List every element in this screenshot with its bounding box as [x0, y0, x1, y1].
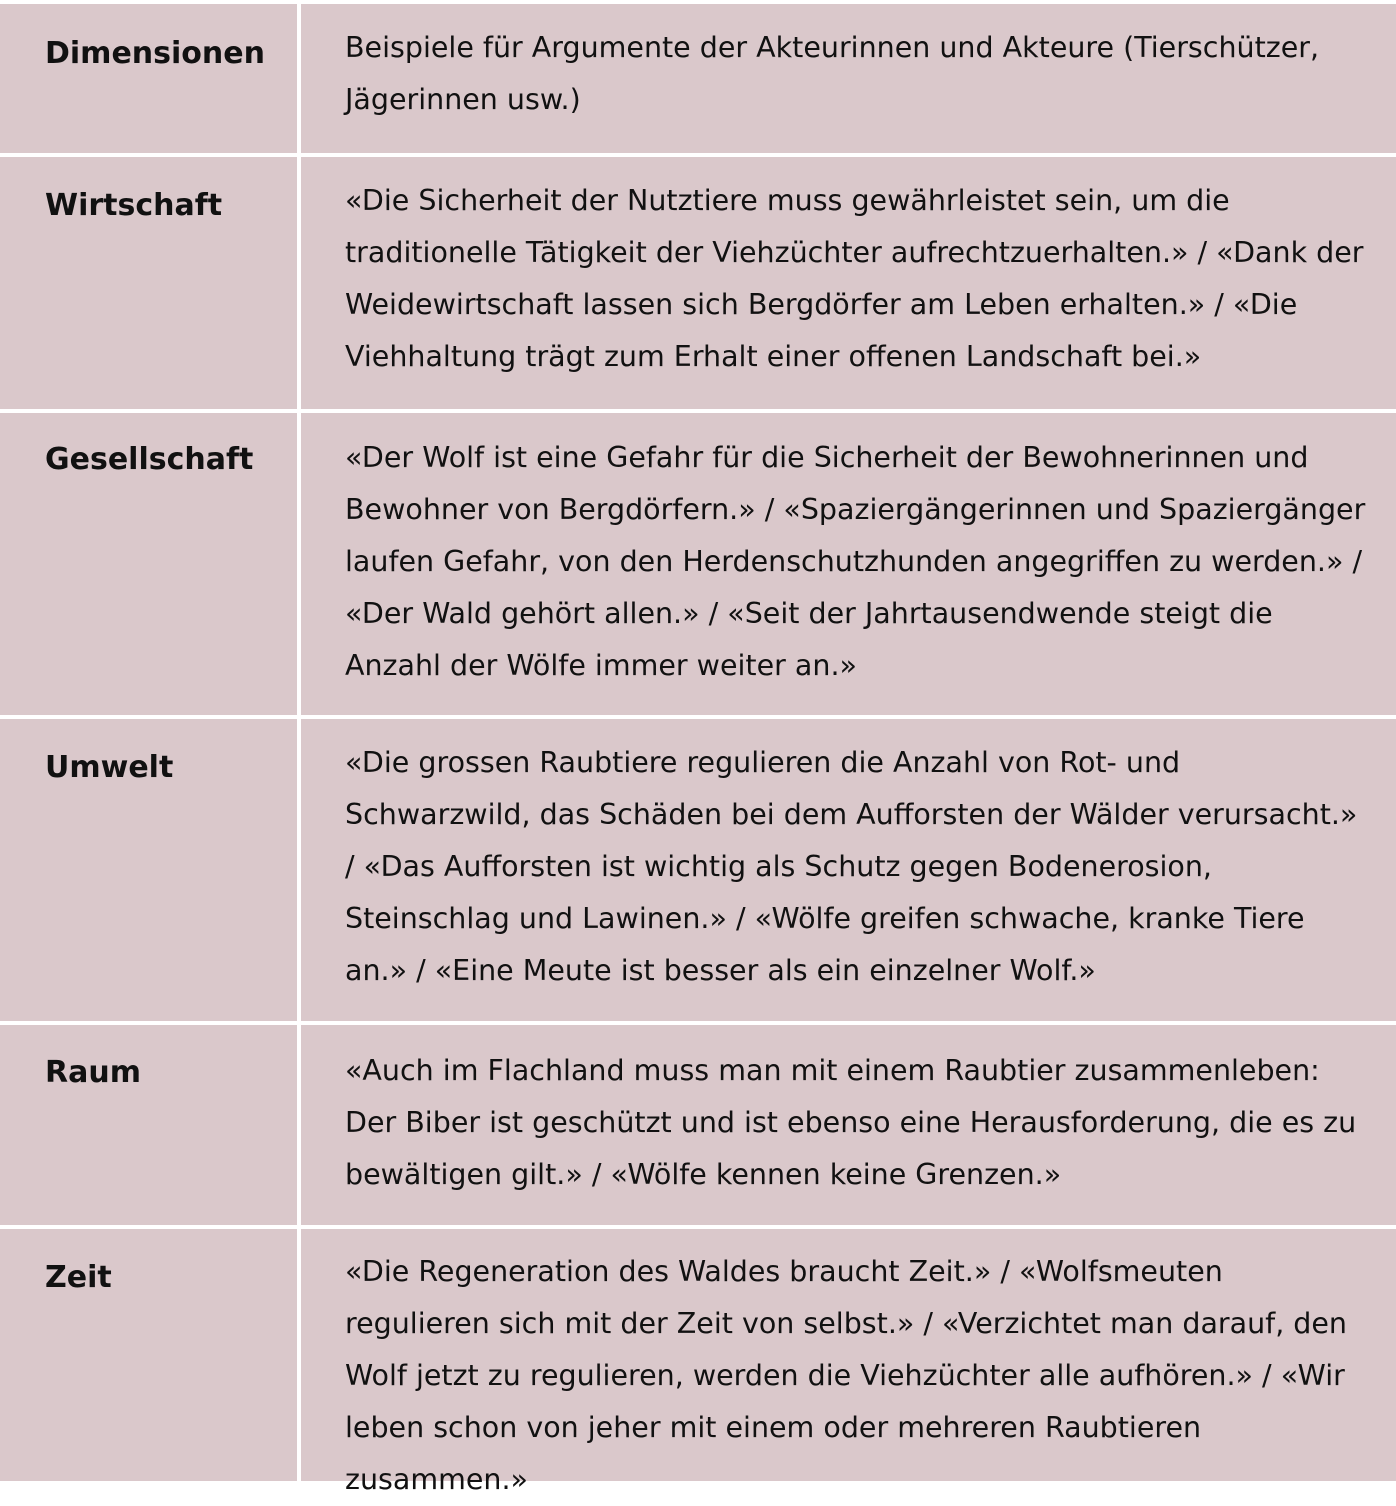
header-examples-cell — [301, 4, 1396, 153]
row-raum-dimension-cell — [0, 1025, 297, 1225]
argument-text: «Der Wolf ist eine Gefahr für die Sicherheit der Bewohnerinnen und Bewohner von Bergdörfern.» / «Spaziergängerinnen und Spaziergänger laufen Gefahr, von den Herdenschutzhunden angegriffen zu werden.» / «Der Wald gehört allen.» / «Seit der Jahrtausendwende steigt die Anzahl der Wölfe immer weiter an.» — [345, 441, 1366, 682]
header-dimension-label: Dimensionen — [45, 36, 265, 71]
dimension-label: Umwelt — [45, 750, 174, 785]
argument-text: «Die grossen Raubtiere regulieren die Anzahl von Rot- und Schwarzwild, das Schäden bei dem Aufforsten der Wälder verursacht.» / «Das Aufforsten ist wichtig als Schutz gegen Bodenerosion, Steinschlag und Lawinen.» / «Wölfe greifen schwache, kranke Tiere an.» / «Eine Meute ist besser als ein einzelner Wolf.» — [345, 746, 1358, 987]
row-umwelt-text-cell — [301, 719, 1396, 1021]
argument-text: «Die Sicherheit der Nutztiere muss gewährleistet sein, um die traditionelle Tätigkeit der Viehzüchter aufrechtzuerhalten.» / «Dank der Weidewirtschaft lassen sich Bergdörfer am Leben erhalten.» / «Die Viehhaltung trägt zum Erhalt einer offenen Landschaft bei.» — [345, 184, 1364, 373]
header-dimension-cell — [0, 4, 297, 153]
row-wirtschaft-dimension-cell — [0, 157, 297, 409]
header-examples-label: Beispiele für Argumente der Akteurinnen und Akteure (Tierschützer, Jägerinnen usw.) — [345, 31, 1320, 116]
row-zeit-dimension-cell — [0, 1229, 297, 1481]
row-wirtschaft-text-cell — [301, 157, 1396, 409]
dimension-label: Gesellschaft — [45, 442, 254, 477]
dimension-label: Wirtschaft — [45, 188, 223, 223]
row-gesellschaft-dimension-cell — [0, 413, 297, 715]
row-gesellschaft-text-cell — [301, 413, 1396, 715]
arguments-table — [0, 4, 1396, 1496]
row-umwelt-dimension-cell — [0, 719, 297, 1021]
argument-text: «Die Regeneration des Waldes braucht Zeit.» / «Wolfsmeuten regulieren sich mit der Zeit von selbst.» / «Verzichtet man darauf, den Wolf jetzt zu regulieren, werden die Viehzüchter alle aufhören.» / «Wir leben schon von jeher mit einem oder mehreren Raubtieren zusammen.» — [345, 1255, 1347, 1496]
dimension-label: Raum — [45, 1055, 141, 1090]
row-raum-text-cell — [301, 1025, 1396, 1225]
row-zeit-text-cell — [301, 1229, 1396, 1496]
argument-text: «Auch im Flachland muss man mit einem Raubtier zusammenleben: Der Biber ist geschützt und ist ebenso eine Herausforderung, die es zu bewältigen gilt.» / «Wölfe kennen keine Grenzen.» — [345, 1054, 1357, 1191]
dimension-label: Zeit — [45, 1260, 112, 1295]
